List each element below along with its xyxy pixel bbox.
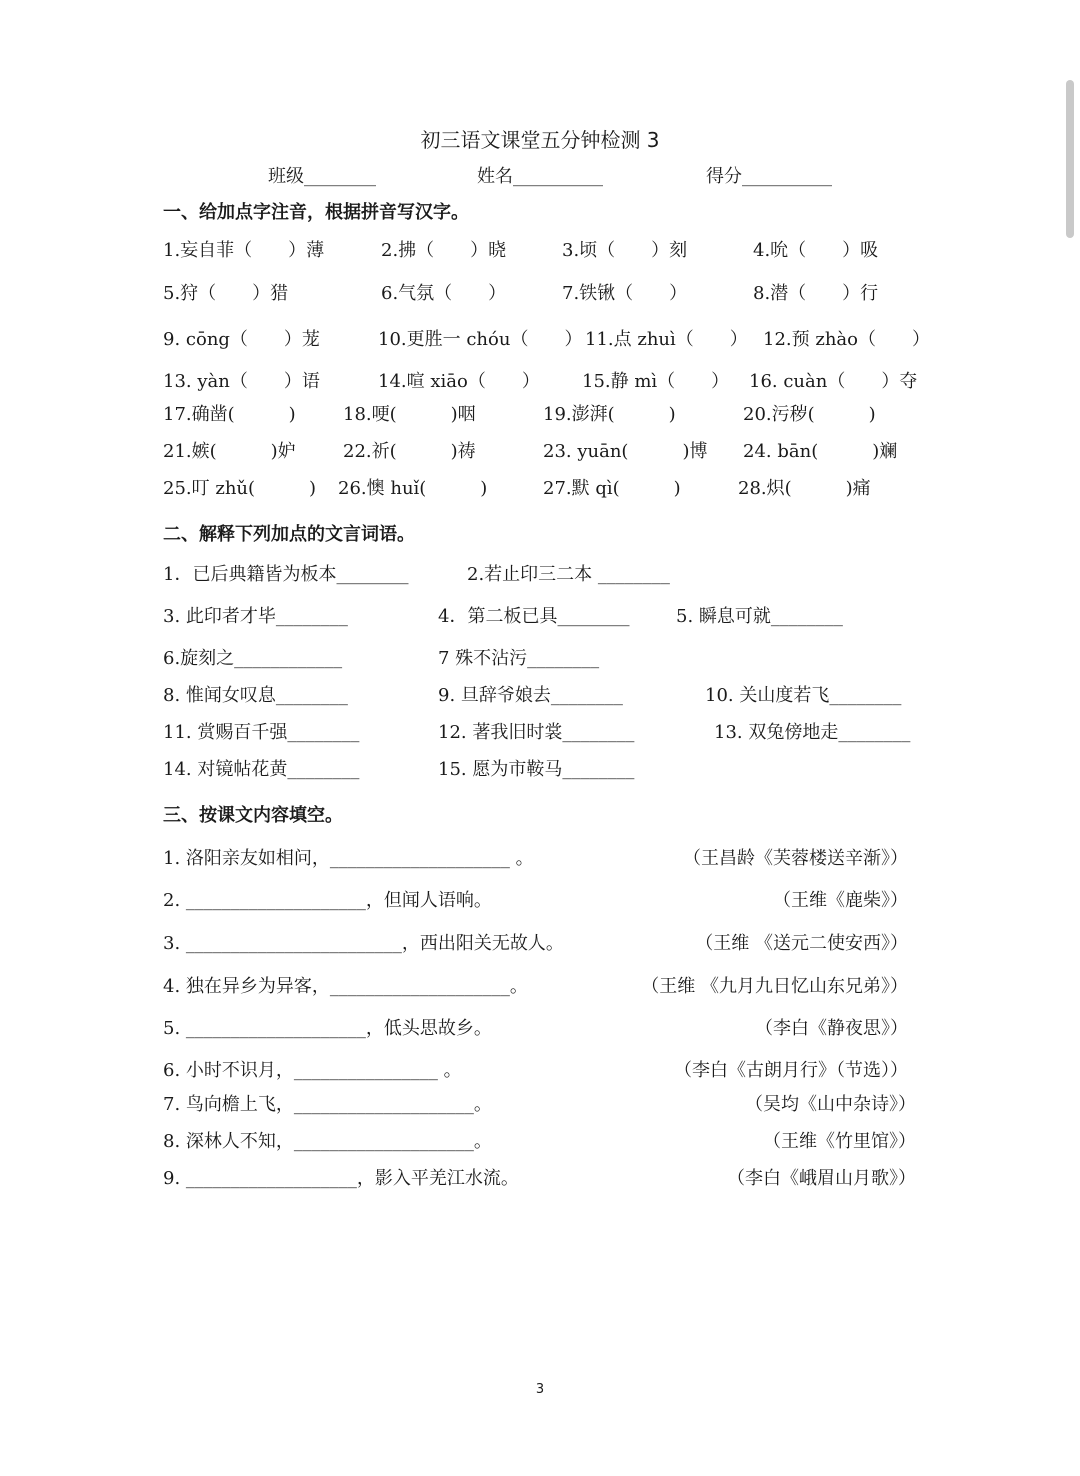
s2-item: 6.旋刻之____________ <box>163 648 343 669</box>
section-3-heading: 三、按课文内容填空。 <box>163 805 343 826</box>
s1-item: 7.铁锹（ ） <box>562 283 688 304</box>
s1-item: 11.点 zhuì（ ） <box>585 329 748 350</box>
s2-item: 13. 双兔傍地走________ <box>714 722 911 743</box>
s2-item: 3. 此印者才毕________ <box>163 606 348 627</box>
s1-item: 17.确凿( ) <box>163 404 296 425</box>
s3-item: 2. ____________________，但闻人语响。 <box>163 890 492 911</box>
s1-item: 9. cōng（ ）茏 <box>163 329 320 350</box>
page-title: 初三语文课堂五分钟检测 3 <box>420 128 660 152</box>
s1-item: 27.默 qì( ) <box>543 478 681 499</box>
s1-item: 1.妄自菲（ ）薄 <box>163 240 325 261</box>
scrollbar[interactable] <box>1066 80 1074 238</box>
s3-item: 3. ________________________，西出阳关无故人。 <box>163 933 564 954</box>
s1-item: 2.拂（ ）晓 <box>381 240 507 261</box>
s3-source: （李白《古朗月行》（节选）） <box>674 1060 908 1081</box>
s2-item: 11. 赏赐百千强________ <box>163 722 360 743</box>
s1-item: 22.祈( )祷 <box>343 441 476 462</box>
s3-source: （李白《静夜思》） <box>755 1018 908 1039</box>
s2-item: 10. 关山度若飞________ <box>705 685 902 706</box>
s3-source: （李白《峨眉山月歌》） <box>727 1168 916 1189</box>
s1-item: 12.预 zhào（ ） <box>763 329 930 350</box>
s2-item: 12. 著我旧时裳________ <box>438 722 635 743</box>
s1-item: 14.喧 xiāo（ ） <box>378 371 540 392</box>
s2-item: 7 殊不沾污________ <box>438 648 600 669</box>
s3-item: 7. 鸟向檐上飞，____________________。 <box>163 1094 492 1115</box>
s2-item: 1．已后典籍皆为板本________ <box>163 564 409 585</box>
s2-item: 2.若止印三二本 ________ <box>467 564 670 585</box>
s1-item: 4.吮（ ）吸 <box>753 240 879 261</box>
s1-item: 5.狩（ ）猎 <box>163 283 289 304</box>
s1-item: 19.澎湃( ) <box>543 404 676 425</box>
section-2-heading: 二、解释下列加点的文言词语。 <box>163 524 415 545</box>
s3-source: （吴均《山中杂诗》） <box>745 1094 916 1115</box>
s3-item: 1. 洛阳亲友如相问，____________________ 。 <box>163 848 534 869</box>
s1-item: 6.气氛（ ） <box>381 283 507 304</box>
s3-item: 4. 独在异乡为异客，____________________。 <box>163 976 528 997</box>
s3-item: 5. ____________________，低头思故乡。 <box>163 1018 492 1039</box>
s2-item: 5. 瞬息可就________ <box>676 606 843 627</box>
s1-item: 10.更胜一 chóu（ ） <box>378 329 583 350</box>
s1-item: 21.嫉( )妒 <box>163 441 296 462</box>
s1-item: 28.炽( )痛 <box>738 478 871 499</box>
s3-item: 6. 小时不识月，________________ 。 <box>163 1060 462 1081</box>
s1-item: 3.顷（ ）刻 <box>562 240 688 261</box>
s3-item: 8. 深林人不知，____________________。 <box>163 1131 492 1152</box>
s1-item: 24. bān( )斓 <box>743 441 898 462</box>
s1-item: 15.静 mì（ ） <box>582 371 730 392</box>
s1-item: 16. cuàn（ ）夺 <box>749 371 918 392</box>
s1-item: 18.哽( )咽 <box>343 404 476 425</box>
name-field: 姓名__________ <box>477 166 603 187</box>
s3-source: （王维《竹里馆》） <box>763 1131 916 1152</box>
s3-source: （王昌龄《芙蓉楼送辛渐》） <box>683 848 908 869</box>
page-number: 3 <box>535 1382 545 1397</box>
s2-item: 9. 旦辞爷娘去________ <box>438 685 623 706</box>
score-field: 得分__________ <box>706 166 832 187</box>
class-field: 班级________ <box>268 166 376 187</box>
section-1-heading: 一、给加点字注音，根据拼音写汉字。 <box>163 202 469 223</box>
s2-item: 8. 惟闻女叹息________ <box>163 685 348 706</box>
s1-item: 26.懊 huǐ( ) <box>338 478 488 499</box>
s3-source: （王维 《送元二使安西》） <box>695 933 908 954</box>
s2-item: 14. 对镜帖花黄________ <box>163 759 360 780</box>
s1-item: 13. yàn（ ）语 <box>163 371 320 392</box>
s3-item: 9. ___________________，影入平羌江水流。 <box>163 1168 519 1189</box>
s2-item: 15. 愿为市鞍马________ <box>438 759 635 780</box>
s1-item: 8.潜（ ）行 <box>753 283 879 304</box>
s3-source: （王维 《九月九日忆山东兄弟》） <box>641 976 908 997</box>
s1-item: 25.叮 zhǔ( ) <box>163 478 317 499</box>
s1-item: 23. yuān( )博 <box>543 441 708 462</box>
s3-source: （王维《鹿柴》） <box>773 890 908 911</box>
s1-item: 20.污秽( ) <box>743 404 876 425</box>
s2-item: 4．第二板已具________ <box>438 606 630 627</box>
